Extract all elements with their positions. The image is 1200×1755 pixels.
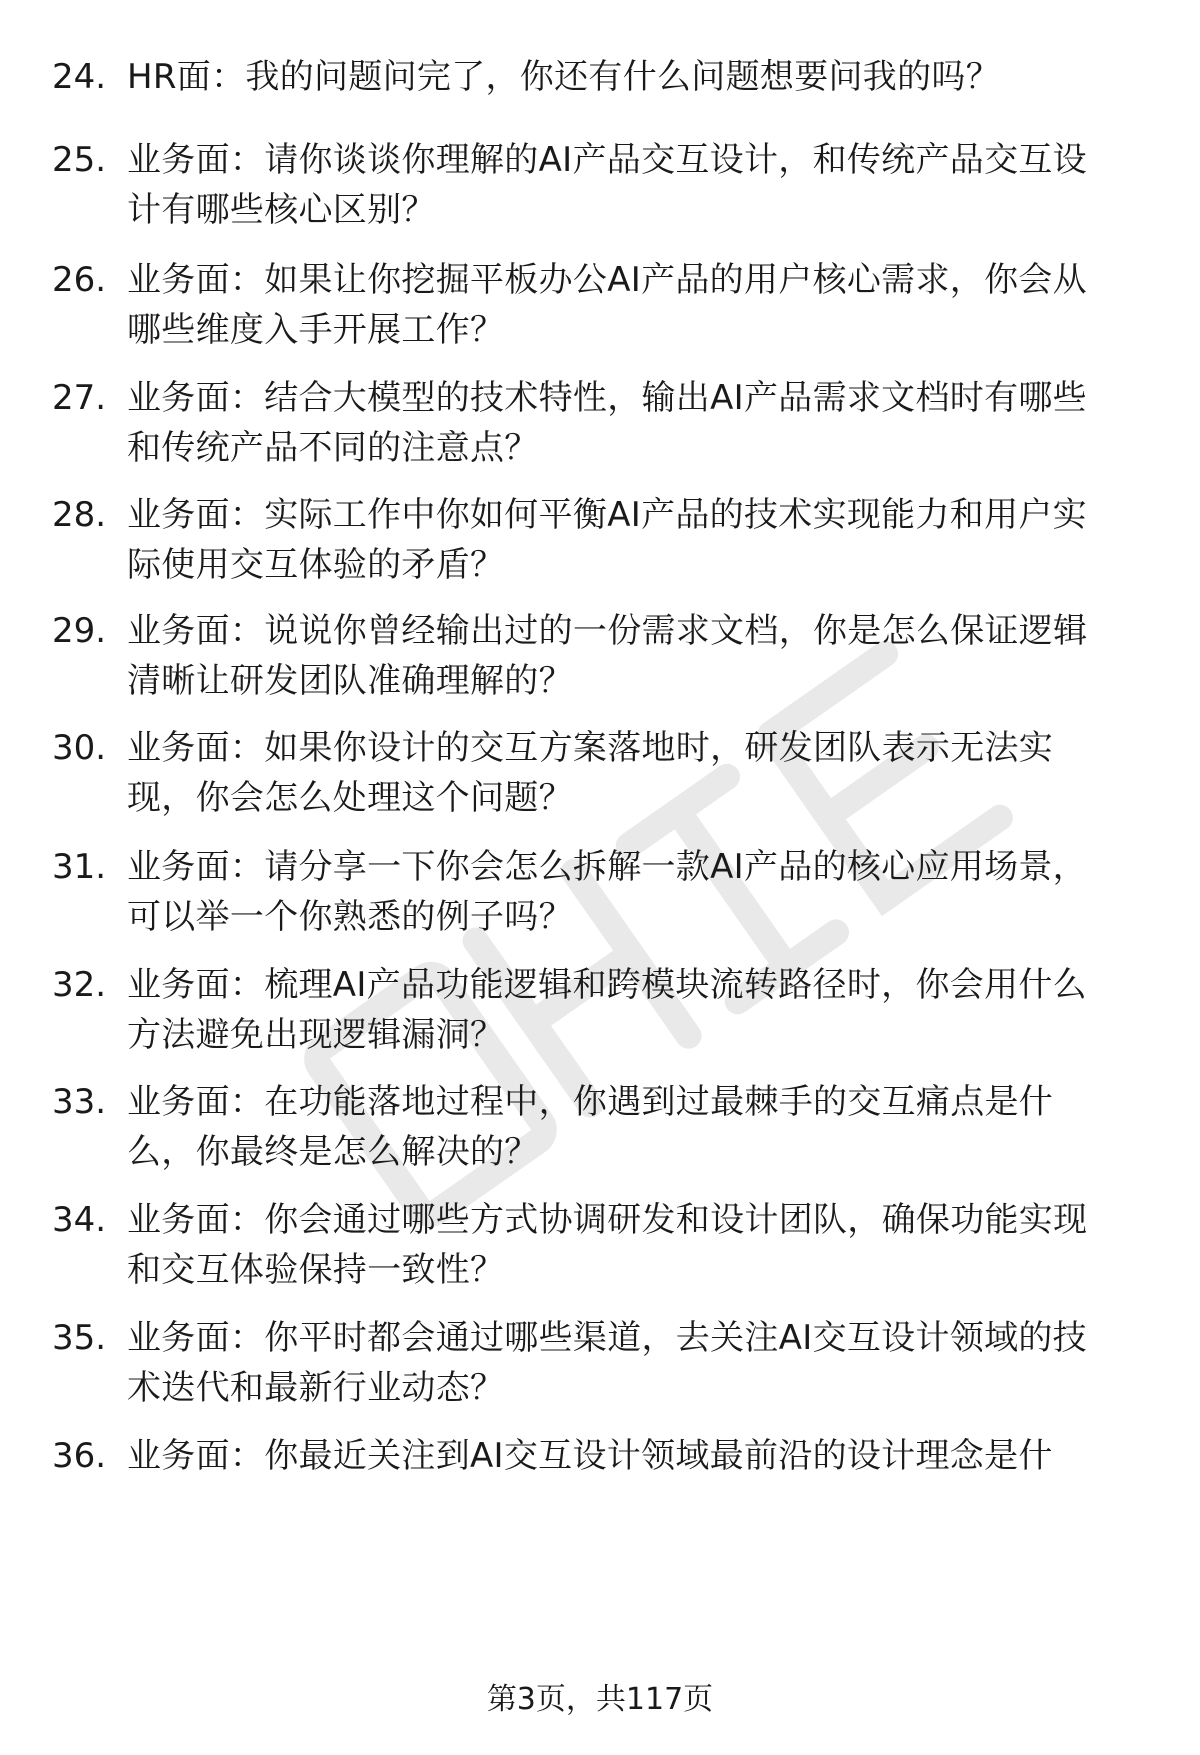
question-number: 28. (52, 495, 107, 535)
question-number: 35. (52, 1318, 107, 1358)
question-text (127, 606, 1137, 706)
question-number: 27. (52, 378, 107, 418)
question-number: 33. (52, 1082, 107, 1122)
question-text-line: 可以举一个你熟悉的例子吗？ (127, 897, 573, 937)
question-text-line: 业务面：说说你曾经输出过的一份需求文档，你是怎么保证逻辑 (127, 611, 1088, 651)
question-number: 26. (52, 260, 107, 300)
question-text (127, 255, 1137, 355)
question-text-line: 清晰让研发团队准确理解的？ (127, 661, 573, 701)
question-text (127, 842, 1137, 942)
question-text-line: 际使用交互体验的矛盾？ (127, 545, 505, 585)
question-text-line: HR面：我的问题问完了，你还有什么问题想要问我的吗？ (127, 57, 1000, 97)
question-number: 31. (52, 847, 107, 887)
question-number: 36. (52, 1436, 107, 1476)
question-text (127, 373, 1137, 473)
question-number: 29. (52, 611, 107, 651)
question-text-line: 哪些维度入手开展工作？ (127, 310, 505, 350)
question-text (127, 490, 1137, 590)
question-text-line: 业务面：在功能落地过程中，你遇到过最棘手的交互痛点是什 (127, 1082, 1054, 1122)
question-text (127, 1431, 1137, 1481)
question-text-line: 业务面：梳理AI产品功能逻辑和跨模块流转路径时，你会用什么 (127, 965, 1087, 1005)
question-text-line: 和传统产品不同的注意点？ (127, 428, 539, 468)
question-text-line: 计有哪些核心区别？ (127, 190, 436, 230)
question-text-line: 业务面：实际工作中你如何平衡AI产品的技术实现能力和用户实 (127, 495, 1087, 535)
question-text-line: 业务面：结合大模型的技术特性，输出AI产品需求文档时有哪些 (127, 378, 1087, 418)
page-indicator: 第3页，共117页 (486, 1682, 714, 1717)
question-text-line: 业务面：如果让你挖掘平板办公AI产品的用户核心需求，你会从 (127, 260, 1087, 300)
question-text-line: 业务面：你会通过哪些方式协调研发和设计团队，确保功能实现 (127, 1200, 1088, 1240)
question-number: 24. (52, 57, 107, 97)
question-text (127, 723, 1137, 823)
question-text (127, 1077, 1137, 1177)
question-number: 34. (52, 1200, 107, 1240)
question-text-line: 术迭代和最新行业动态？ (127, 1368, 505, 1408)
question-text-line: 现，你会怎么处理这个问题？ (127, 778, 573, 818)
question-text-line: 么，你最终是怎么解决的？ (127, 1132, 539, 1172)
question-number: 25. (52, 140, 107, 180)
question-text-line: 业务面：请分享一下你会怎么拆解一款AI产品的核心应用场景， (127, 847, 1087, 887)
question-number: 32. (52, 965, 107, 1005)
question-text-line: 业务面：请你谈谈你理解的AI产品交互设计，和传统产品交互设 (127, 140, 1087, 180)
question-text-line: 业务面：你平时都会通过哪些渠道，去关注AI交互设计领域的技 (127, 1318, 1087, 1358)
question-number: 30. (52, 728, 107, 768)
question-text-line: 方法避免出现逻辑漏洞？ (127, 1015, 505, 1055)
question-text-line: 和交互体验保持一致性？ (127, 1250, 505, 1290)
question-text (127, 52, 1137, 102)
question-text-line: 业务面：如果你设计的交互方案落地时，研发团队表示无法实 (127, 728, 1054, 768)
question-text (127, 960, 1137, 1060)
question-text (127, 1313, 1137, 1413)
question-text (127, 135, 1137, 235)
question-text (127, 1195, 1137, 1295)
question-text-line: 业务面：你最近关注到AI交互设计领域最前沿的设计理念是什 (127, 1436, 1053, 1476)
